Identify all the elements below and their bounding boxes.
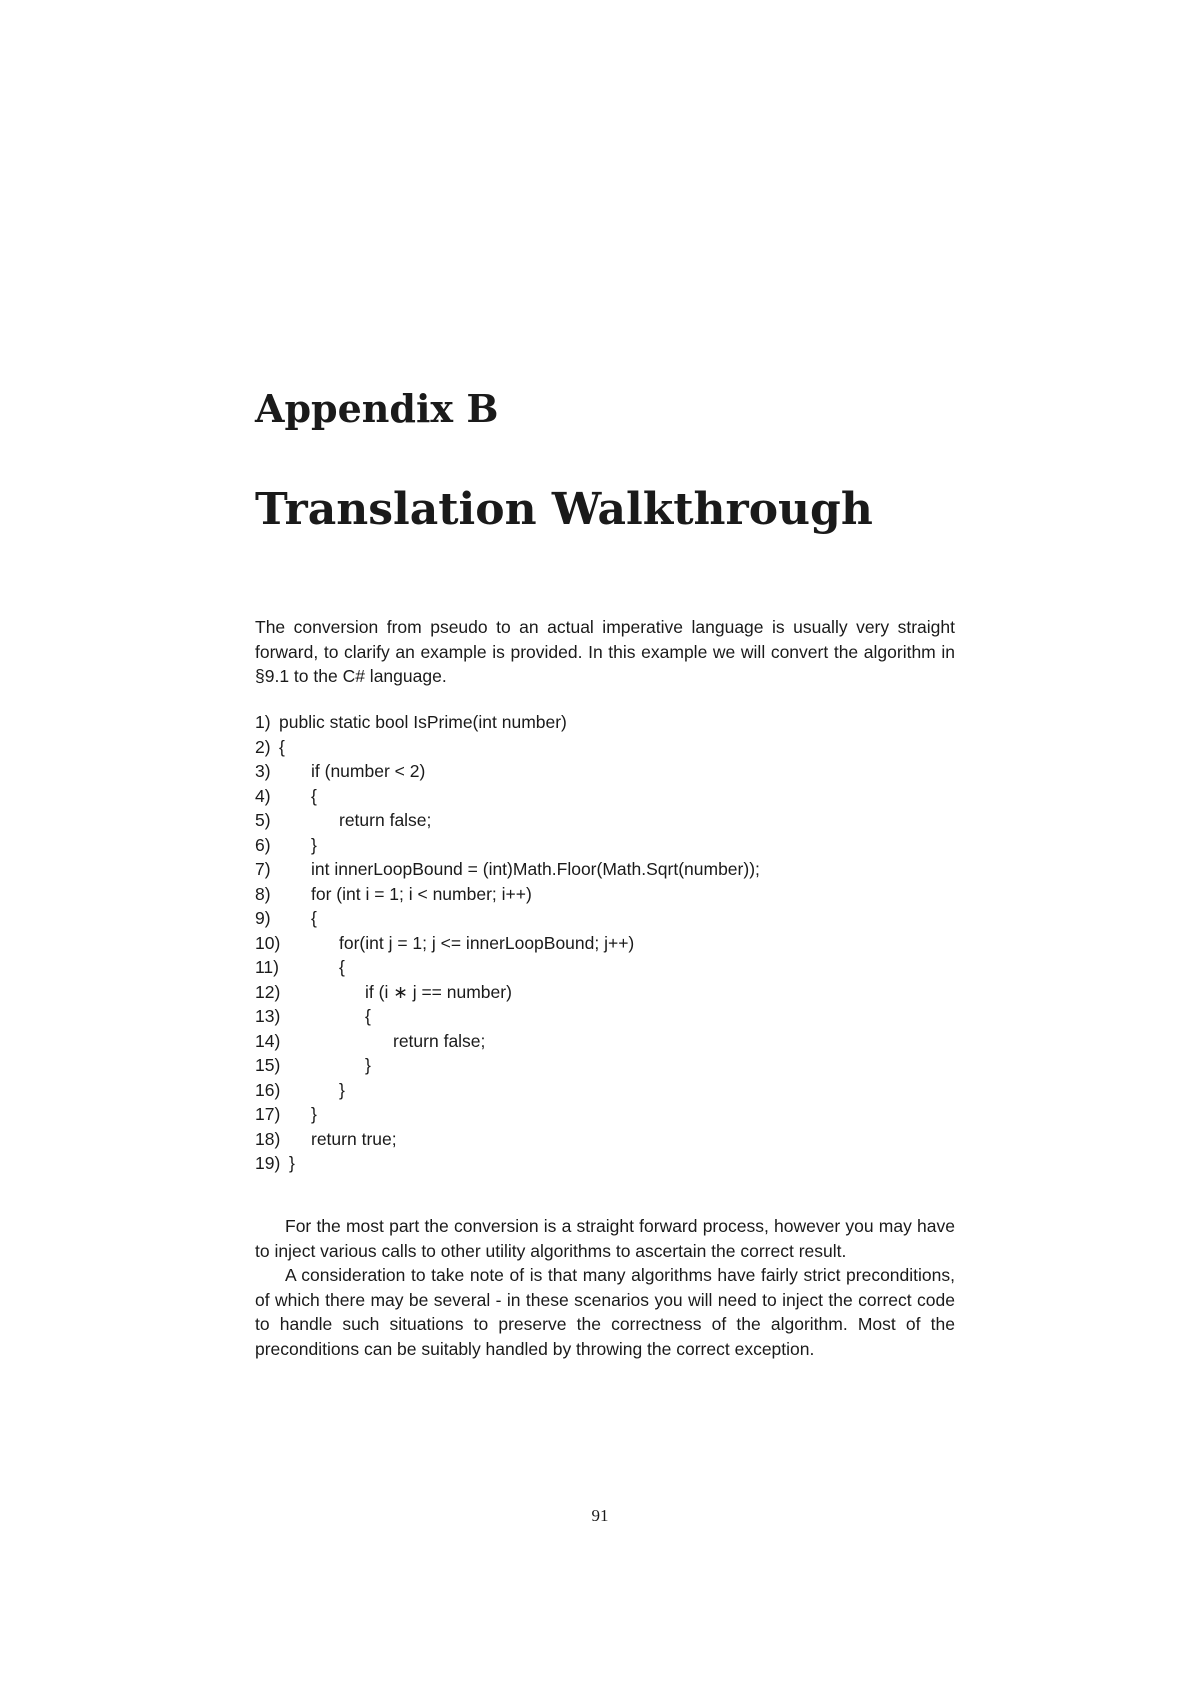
code-line (255, 1127, 955, 1152)
code-line-text: if (i ∗ j == number) (365, 981, 512, 1002)
code-line-text: { (311, 908, 317, 928)
code-line-number: 1) (255, 712, 271, 732)
code-line (255, 906, 955, 931)
code-line-text: { (311, 785, 317, 806)
code-line-number: 7) (255, 859, 271, 879)
code-line (255, 1029, 955, 1054)
code-line (255, 1151, 955, 1176)
code-line-number: 14) (255, 1030, 281, 1051)
code-line-text: { (365, 1006, 371, 1026)
code-line (255, 710, 955, 735)
code-line (255, 735, 955, 760)
code-line (255, 980, 955, 1005)
code-line (255, 1053, 955, 1078)
code-line-text: } (365, 1055, 371, 1075)
code-line (255, 1004, 955, 1029)
code-line (255, 857, 955, 882)
closing-text (255, 1214, 955, 1361)
code-line-text: return true; (311, 1128, 397, 1149)
code-line-number: 2) (255, 736, 271, 757)
code-line-number: 19) (255, 1153, 281, 1173)
code-line-text: } (311, 834, 317, 855)
code-line (255, 759, 955, 784)
code-listing (255, 710, 955, 1176)
code-line-text: if (number < 2) (311, 761, 426, 781)
code-line (255, 882, 955, 907)
code-line-number: 11) (255, 957, 279, 977)
code-line-text: } (339, 1079, 345, 1100)
code-line-text: { (339, 957, 345, 977)
code-line-number: 15) (255, 1055, 281, 1075)
code-line-number: 10) (255, 932, 281, 953)
code-line-text: for(int j = 1; j <= innerLoopBound; j++) (339, 932, 635, 953)
closing-paragraph-1: For the most part the conversion is a straight forward process, however you may have to inject various calls to other utility algorithms to ascertain the correct result. (255, 1216, 955, 1261)
appendix-label: Appendix B (255, 386, 499, 431)
code-line (255, 808, 955, 833)
code-line-number: 12) (255, 981, 281, 1002)
code-line-number: 3) (255, 761, 271, 781)
code-line-text: return false; (339, 810, 432, 830)
code-line (255, 955, 955, 980)
code-line-text: } (311, 1104, 317, 1124)
code-line-number: 13) (255, 1006, 281, 1026)
code-line (255, 1102, 955, 1127)
code-line-number: 5) (255, 810, 271, 830)
code-line-text: { (279, 736, 285, 757)
code-line-number: 9) (255, 908, 271, 928)
code-line-number: 8) (255, 883, 271, 904)
code-line-text: for (int i = 1; i < number; i++) (311, 883, 532, 904)
code-line-text: return false; (393, 1030, 486, 1051)
page-number: 91 (591, 1506, 609, 1525)
intro-paragraph: The conversion from pseudo to an actual imperative language is usually very straight forward, to clarify an example is provided. In this example we will convert the algorithm in §9.1 to the C# language. (255, 617, 955, 686)
code-line-text: public static bool IsPrime(int number) (279, 712, 567, 732)
code-line (255, 931, 955, 956)
code-line-number: 17) (255, 1104, 281, 1124)
code-line-text: } (289, 1153, 295, 1173)
code-line-number: 16) (255, 1079, 281, 1100)
closing-paragraph-2: A consideration to take note of is that many algorithms have fairly strict preconditions, of which there may be several - in these scenarios you will need to inject the correct code to handle such situations to preserve the correctness of the algorithm. Most of the preconditions can be suitably handled by throwing the correct exception. (255, 1265, 955, 1359)
code-line (255, 833, 955, 858)
code-line-number: 18) (255, 1128, 281, 1149)
code-line-text: int innerLoopBound = (int)Math.Floor(Math.Sqrt(number)); (311, 859, 760, 879)
code-line-number: 6) (255, 834, 271, 855)
code-line (255, 784, 955, 809)
code-line (255, 1078, 955, 1103)
code-line-number: 4) (255, 785, 271, 806)
chapter-title: Translation Walkthrough (255, 484, 873, 535)
